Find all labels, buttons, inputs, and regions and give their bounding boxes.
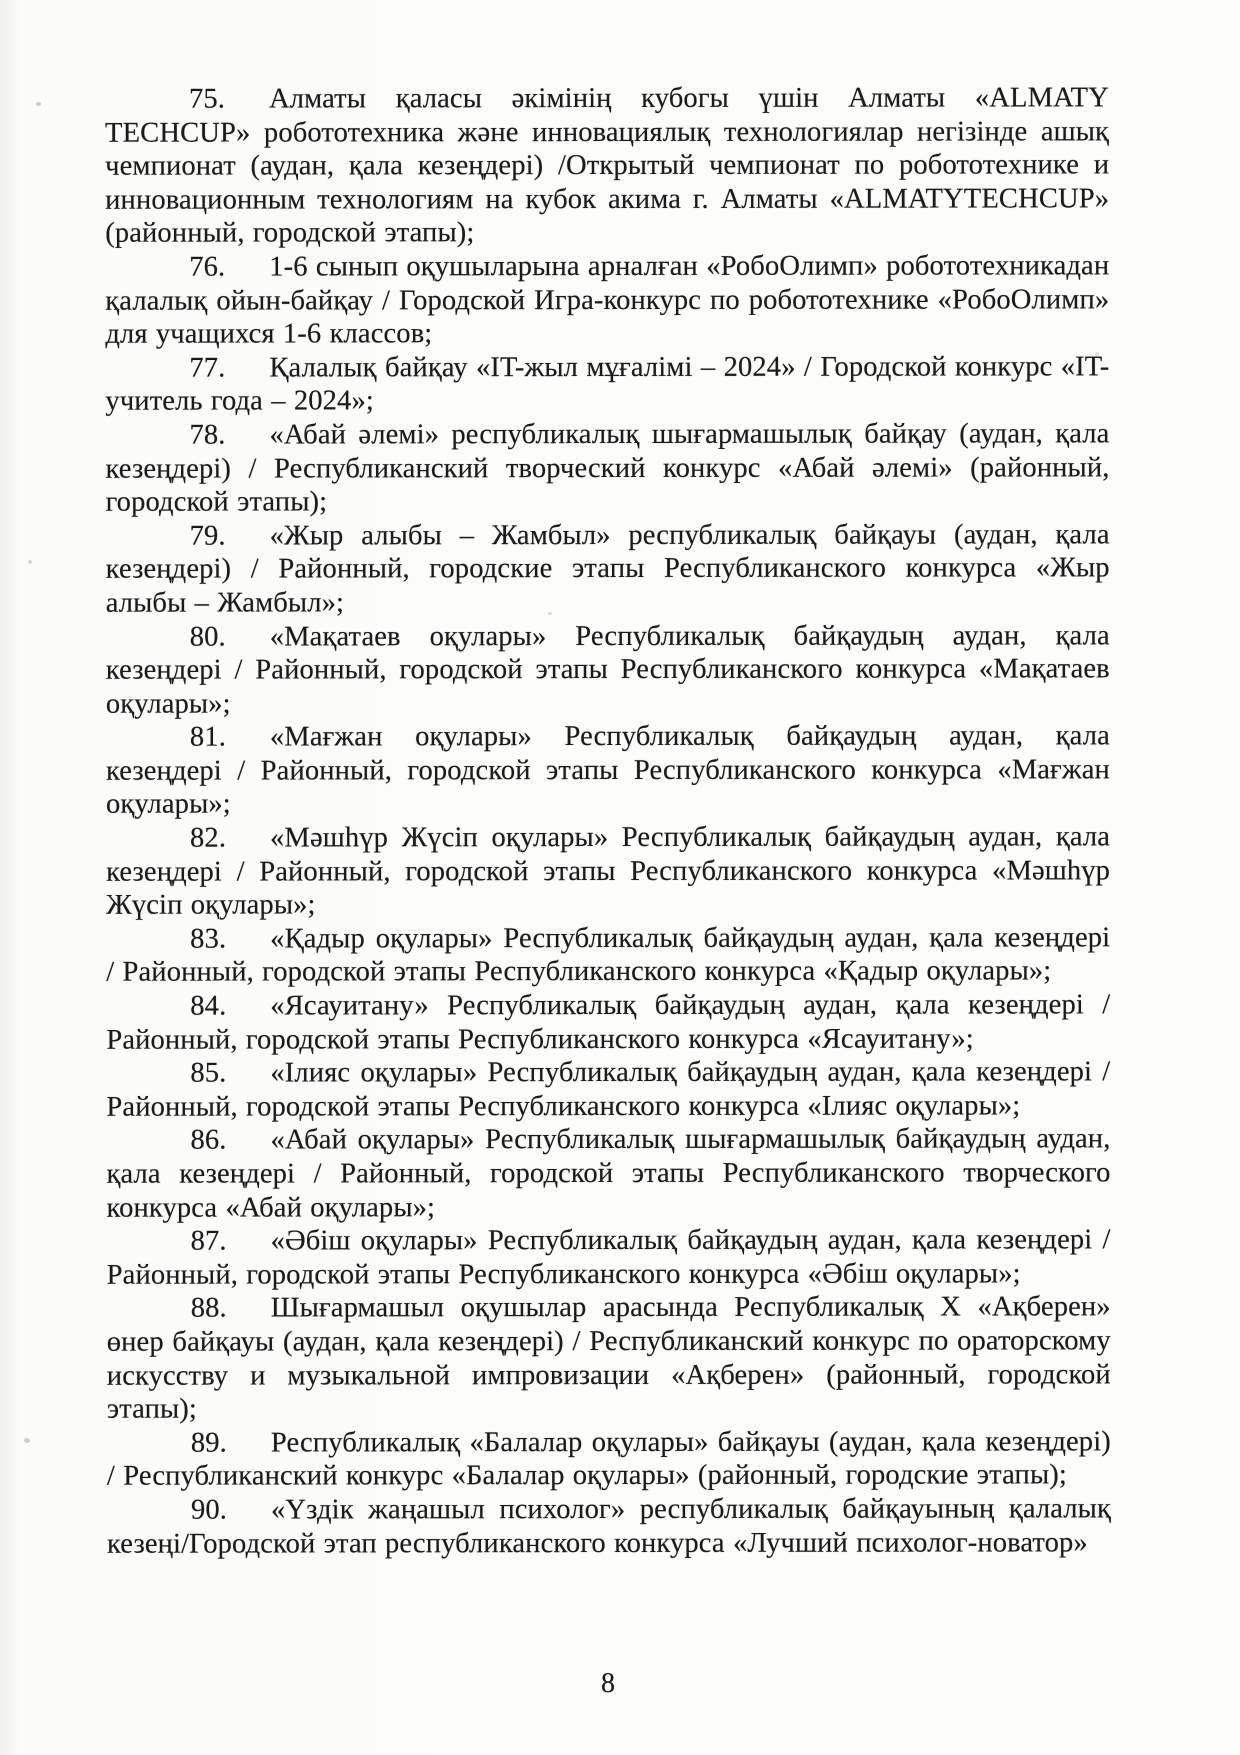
item-number: 88. (190, 1292, 227, 1324)
item-text: «Мағжан оқулары» Республикалық байқаудың аудан, қала кезеңдері / Районный, городской этапы Республиканского конкурса «Мағжан оқулары»; (105, 720, 1110, 821)
list-item-82 (106, 820, 1110, 922)
item-text: «Қадыр оқулары» Республикалық байқаудың аудан, қала кезеңдері / Районный, городской этапы Республиканского конкурса «Қадыр оқулары»; (106, 922, 1111, 989)
item-text: Шығармашыл оқушылар арасында Республикалық X «Ақберен» өнер байқауы (аудан, қала кезеңдері) / Республиканский конкурс по ораторскому искусству и музыкальной импровизации «Ақберен» (районный, городской этапы); (106, 1291, 1111, 1425)
item-number: 86. (190, 1124, 227, 1156)
item-number: 78. (189, 419, 226, 451)
item-number: 80. (189, 621, 226, 653)
item-number: 76. (189, 251, 226, 283)
list-item-90 (107, 1492, 1111, 1561)
item-text: «Ясауитану» Республикалық байқаудың аудан, қала кезеңдері / Районный, городской этапы Республиканского конкурса «Ясауитану»; (106, 989, 1111, 1056)
list-item-83 (106, 921, 1110, 990)
item-number: 75. (188, 83, 226, 115)
item-number: 89. (190, 1427, 227, 1459)
item-number: 83. (190, 923, 227, 955)
text-block (105, 81, 1111, 1561)
scan-speck (24, 1438, 30, 1443)
item-text: 1-6 сынып оқушыларына арналған «РобоОлимп» робототехникадан қалалық ойын-байқау / Городской Игра-конкурс по робототехнике «РобоОлимп» для учащихся 1-6 классов; (105, 250, 1110, 350)
list-item-87 (107, 1223, 1111, 1292)
item-text: «Ілияс оқулары» Республикалық байқаудың аудан, қала кезеңдері / Районный, городской этапы Республиканского конкурса «Ілияс оқулары»; (106, 1056, 1111, 1123)
item-number: 85. (190, 1057, 227, 1089)
item-text: «Мақатаев оқулары» Республикалық байқаудың аудан, қала кезеңдері / Районный, городской этапы Республиканского конкурса «Мақатаев оқулары»; (105, 619, 1110, 720)
item-text: Қалалық байқау «IT-жыл мұғалімі – 2024» / Городской конкурс «IT-учитель года – 2024»; (105, 351, 1110, 418)
list-item-81 (106, 720, 1110, 822)
item-number: 79. (189, 520, 226, 552)
scan-speck (28, 560, 32, 564)
item-text: «Абай оқулары» Республикалық шығармашылық байқаудың аудан, қала кезеңдері / Районный, городской этапы Республиканского творческого конкурса «Абай оқулары»; (106, 1123, 1111, 1224)
item-text: «Үздік жаңашыл психолог» республикалық байқауының қалалық кезеңі/Городской этап республиканского конкурса «Лучший психолог-новатор» (106, 1493, 1111, 1560)
list-item-77 (105, 350, 1109, 419)
list-item-85 (106, 1056, 1110, 1125)
item-number: 90. (190, 1494, 228, 1526)
item-text: «Абай әлемі» республикалық шығармашылық байқау (аудан, қала кезеңдері) / Республиканский творческий конкурс «Абай әлемі» (районный, городской этапы); (105, 418, 1110, 518)
item-text: «Жыр алыбы – Жамбыл» республикалық байқауы (аудан, қала кезеңдері) / Районный, городские этапы Республиканского конкурса «Жыр алыбы – Жамбыл»; (105, 519, 1110, 619)
list-item-78 (105, 417, 1109, 519)
item-number: 84. (190, 990, 227, 1022)
item-text: «Мәшһүр Жүсіп оқулары» Республикалық байқаудың аудан, қала кезеңдері / Районный, городской этапы Республиканского конкурса «Мәшһүр Жүсіп оқулары»; (106, 821, 1111, 921)
item-number: 82. (190, 822, 227, 854)
list-item-76 (105, 249, 1109, 351)
item-text: Республикалық «Балалар оқулары» байқауы (аудан, қала кезеңдері) / Республиканский конкурс «Балалар оқулары» (районный, городские этапы); (106, 1426, 1111, 1493)
item-text: «Әбіш оқулары» Республикалық байқаудың аудан, қала кезеңдері / Районный, городской этапы Республиканского конкурса «Әбіш оқулары»; (106, 1224, 1111, 1291)
page-number: 8 (601, 1668, 615, 1699)
list-item-86 (106, 1123, 1110, 1225)
list-item-75 (105, 81, 1109, 250)
list-item-84 (106, 988, 1110, 1057)
list-item-80 (106, 619, 1110, 721)
item-number: 81. (189, 721, 226, 753)
item-number: 77. (189, 352, 226, 384)
list-item-79 (106, 518, 1110, 620)
item-text: Алматы қаласы әкімінің кубогы үшін Алматы «ALMATY TECHCUP» робототехника және инновациялық технологиялар негізінде ашық чемпионат (аудан, қала кезеңдері) /Открытый чемпионат по робототехнике и инновационным технологиям на кубок акима г. Алматы «ALMATYTECHCUP» (районный, городской этапы); (105, 82, 1110, 250)
list-item-89 (107, 1425, 1111, 1494)
list-item-88 (107, 1291, 1111, 1427)
item-number: 87. (190, 1225, 227, 1257)
scan-speck (36, 102, 41, 106)
